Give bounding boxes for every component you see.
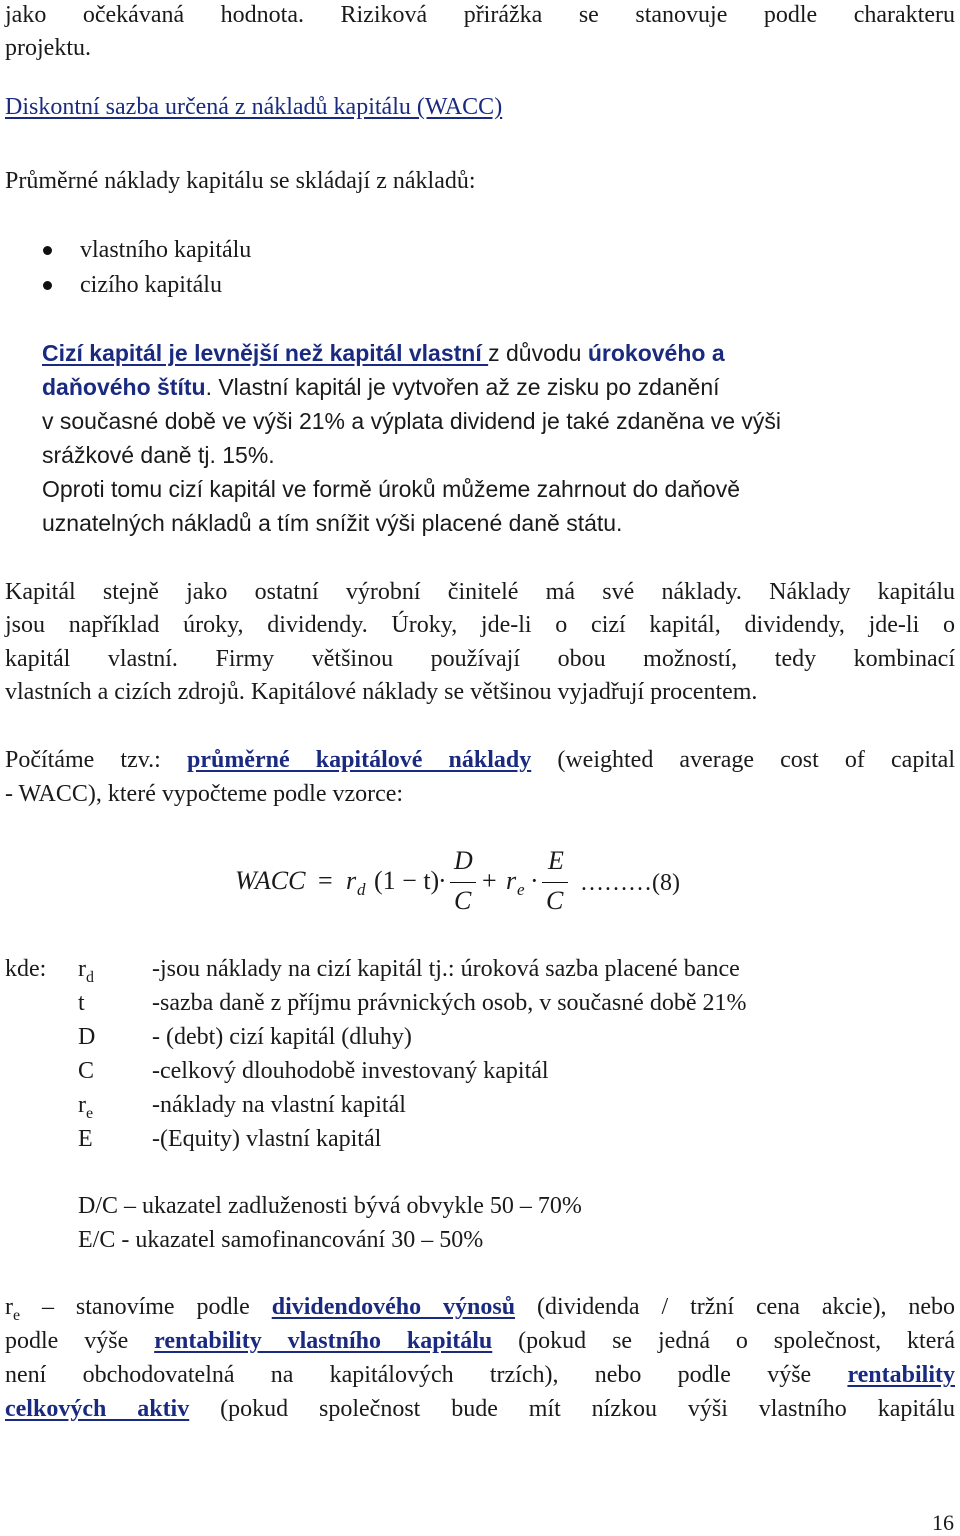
paragraph-line: jako očekávaná hodnota. Riziková přirážka se stanovuje podle charakteru [5,2,955,28]
symbol-re: $r_e$ [5,1294,21,1324]
ratio-line: D/C – ukazatel zadluženosti bývá obvykle 50 – 70% [78,1193,582,1219]
paragraph-line: vlastních a cizích zdrojů. Kapitálové náklady se většinou vyjadřují procentem. [5,679,758,705]
paragraph-line: jsou například úroky, dividendy. Úroky, jde-li o cizí kapitál, dividendy, jde-li o [5,612,955,638]
bullet-icon [43,281,52,290]
paragraph-line [5,1394,955,1424]
def-symbol: C [78,1058,95,1084]
text: – stanovíme podle [20,1294,272,1320]
formula-plus: + [482,866,497,895]
text: (pokud se jedná o společnost, která [492,1328,955,1354]
formula-rd: r [346,866,357,895]
link-roa[interactable]: celkových aktiv [5,1396,190,1422]
list-item: vlastního kapitálu [80,237,252,263]
ratio-line: E/C - ukazatel samofinancování 30 – 50% [78,1227,484,1253]
formula-den-c: C [546,886,564,915]
formula-re-sub: e [517,880,525,899]
text: (dividenda / tržní cena akcie), nebo [515,1294,956,1320]
formula-dot: · [530,866,539,895]
formula-rd-sub: d [357,880,366,899]
paragraph-line [5,745,955,775]
formula-paren: (1 − t) [374,866,440,895]
formula-equals: = [318,866,333,895]
text: Počítáme tzv.: [5,747,187,773]
def-description: -náklady na vlastní kapitál [152,1092,406,1118]
link-roe[interactable]: rentability vlastního kapitálu [154,1328,493,1354]
def-description: -(Equity) vlastní kapitál [152,1126,382,1152]
fraction-bar [450,882,476,883]
formula-lhs: WACC [235,866,306,895]
def-description: - (debt) cizí kapitál (dluhy) [152,1024,412,1050]
def-symbol: $r_d$ [78,956,94,986]
paragraph-line: uznatelných nákladů a tím snížit výši placené daně státu. [42,510,623,536]
paragraph-line [42,372,720,402]
formula-re: r [506,866,517,895]
paragraph-line: Kapitál stejně jako ostatní výrobní činitelé má své náklady. Náklady kapitálu [5,579,955,605]
text: není obchodovatelná na kapitálových trzích), nebo podle výše [5,1362,848,1388]
definitions-label: kde: [5,956,47,982]
bold-term: daňového štítu [42,374,206,400]
bullet-icon [43,246,52,255]
formula-dot: · [438,866,447,895]
text: podle výše [5,1328,155,1354]
paragraph-line: kapitál vlastní. Firmy většinou používají obou možností, tedy kombinací [5,646,955,672]
paragraph-line: Oproti tomu cizí kapitál ve formě úroků můžeme zahrnout do daňově [42,476,741,502]
link-roa[interactable]: rentability [847,1362,955,1388]
text: . Vlastní kapitál je vytvořen až ze zisku po zdanění [205,374,720,400]
def-symbol: E [78,1126,93,1152]
paragraph-line: srážkové daně tj. 15%. [42,442,275,468]
link-dividend-yield[interactable]: dividendového výnosů [271,1294,516,1320]
text: z důvodu [488,340,588,366]
paragraph-line: - WACC), které vypočteme podle vzorce: [5,781,404,807]
section-heading[interactable]: Diskontní sazba určená z nákladů kapitálu (WACC) [5,94,503,120]
list-item: cizího kapitálu [80,272,222,298]
wacc-formula [232,842,732,922]
def-symbol: $r_e$ [78,1092,94,1122]
paragraph-line [5,1292,955,1331]
def-description: -sazba daně z příjmu právnických osob, v současné době 21% [152,990,747,1016]
formula-num-d: D [454,846,473,875]
formula-den-c: C [454,886,472,915]
def-symbol: t [78,990,85,1016]
text: (weighted average cost of capital [531,747,955,773]
link-wacc[interactable]: průměrné kapitálové náklady [186,747,532,773]
formula-num-e: E [548,846,564,875]
def-description: -jsou náklady na cizí kapitál tj.: úroková sazba placené bance [152,956,740,982]
formula-label: ………(8) [580,870,680,896]
paragraph-line: projektu. [5,35,91,61]
text: (pokud společnost bude mít nízkou výši vlastního kapitálu [189,1396,956,1422]
def-description: -celkový dlouhodobě investovaný kapitál [152,1058,549,1084]
paragraph-line [5,1326,955,1356]
page-number: 16 [932,1510,954,1535]
def-symbol: D [78,1024,96,1050]
paragraph-line [42,338,725,368]
paragraph-line [5,1360,955,1390]
paragraph-line: v současné době ve výši 21% a výplata dividend je také zdaněna ve výši [42,408,781,434]
bold-term: úrokového a [587,340,725,366]
fraction-bar [542,882,568,883]
link-cheaper-capital[interactable]: Cizí kapitál je levnější než kapitál vlastní [42,340,489,366]
intro-text: Průměrné náklady kapitálu se skládají z nákladů: [5,168,476,194]
